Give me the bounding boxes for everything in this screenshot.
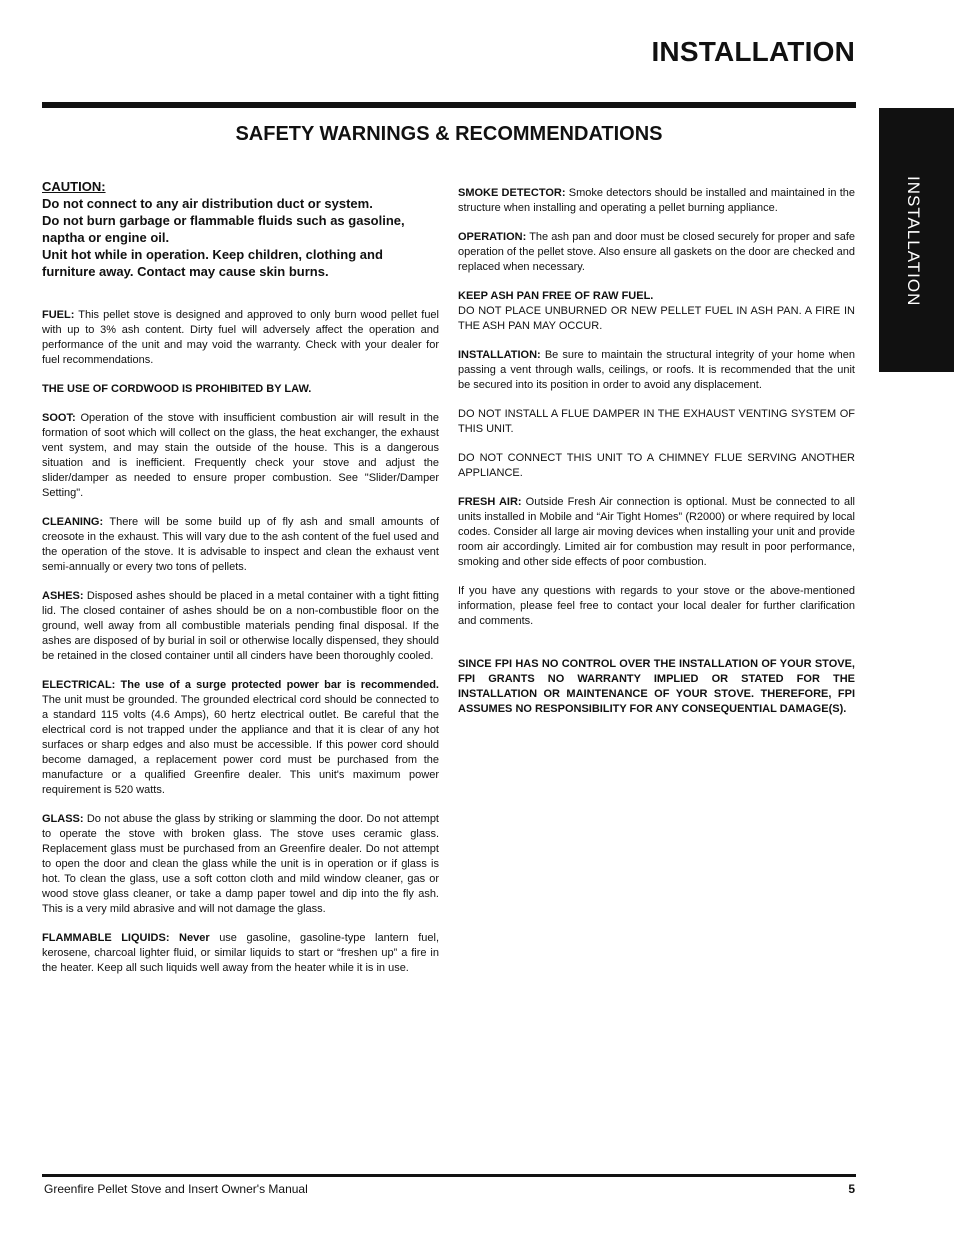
flammable-bold-text: Never (179, 932, 210, 944)
cleaning-label: CLEANING: (42, 516, 104, 528)
spacer (458, 643, 855, 657)
cordwood-warning: THE USE OF CORDWOOD IS PROHIBITED BY LAW. (42, 383, 312, 395)
fresh-air-text: Outside Fresh Air connection is optional. Must be connected to all units installed in Mobile and “Air Tight Homes” (R2000) or where required by local codes. Consider all large air moving devices when installing your unit and provide room air accordingly. Limited air for combustion may result in poor performance, smoking and other side effects of poor combustion. (458, 496, 855, 568)
operation-label: OPERATION: (458, 231, 527, 243)
fresh-air-label: FRESH AIR: (458, 496, 522, 508)
page-title: INSTALLATION (651, 36, 855, 67)
smoke-detector-text: Smoke detectors should be installed and maintained in the structure when installing and operating a pellet burning appliance. (458, 187, 855, 214)
fuel-label: FUEL: (42, 309, 75, 321)
ash-pan-label: KEEP ASH PAN FREE OF RAW FUEL. (458, 290, 654, 302)
electrical-label: ELECTRICAL: (42, 679, 116, 691)
glass-paragraph (42, 812, 439, 917)
questions-paragraph: If you have any questions with regards to your stove or the above-mentioned information, please feel free to contact your local dealer for further clarification and comments. (458, 585, 855, 627)
ash-pan-text: DO NOT PLACE UNBURNED OR NEW PELLET FUEL IN ASH PAN. A FIRE IN THE ASH PAN MAY OCCUR. (458, 305, 855, 332)
footer-page-number: 5 (848, 1182, 855, 1196)
ashes-paragraph (42, 589, 439, 664)
caution-block (42, 178, 439, 280)
cleaning-text: There will be some build up of fly ash and small amounts of creosote in the exhaust. This will vary due to the ash content of the fuel used and the operation of the stove. It is advisable to inspect and clean the exhaust vent semi-annually or every two tons of pellets. (42, 516, 439, 573)
cleaning-paragraph (42, 515, 439, 575)
installation-text: Be sure to maintain the structural integrity of your home when passing a vent through walls, ceilings, or roofs. It is recommended that the unit be secured into its position in order to avoid any displacement. (458, 349, 855, 391)
smoke-detector-paragraph (458, 186, 855, 216)
glass-text: Do not abuse the glass by striking or slamming the door. Do not attempt to operate the stove with broken glass. The stove uses ceramic glass. Replacement glass must be purchased from an Greenfire dealer. Do not attempt to open the door and clean the glass while the unit is in operation or if glass is hot. To clean the glass, use a soft cotton cloth and mild window cleaner, gas or wood stove glass cleaner, or take a damp paper towel and dip into the fly ash. This is a very mild abrasive and will not damage the glass. (42, 813, 439, 915)
flammable-paragraph (42, 931, 439, 976)
electrical-bold-text: The use of a surge protected power bar is recommended. (120, 679, 439, 691)
flue-damper-warning: DO NOT INSTALL A FLUE DAMPER IN THE EXHAUST VENTING SYSTEM OF THIS UNIT. (458, 408, 855, 435)
ashes-label: ASHES: (42, 590, 84, 602)
footer-rule (42, 1174, 856, 1177)
operation-paragraph (458, 230, 855, 275)
ash-pan-paragraph (458, 289, 855, 334)
caution-line: Unit hot while in operation. Keep children, clothing and furniture away. Contact may cause skin burns. (42, 247, 383, 279)
smoke-detector-label: SMOKE DETECTOR: (458, 187, 566, 199)
fuel-text: This pellet stove is designed and approved to only burn wood pellet fuel with up to 3% ash content. Dirty fuel will adversely affect the operation and performance of the unit and may void the warranty. Check with your dealer for fuel recommendations. (42, 309, 439, 366)
soot-text: Operation of the stove with insufficient combustion air will result in the formation of soot which will collect on the glass, the heat exchanger, the exhaust vent system, and may stain the outside of the house. This is a dangerous situation and is inefficient. Frequently check your stove and adjust the slider/damper as needed to ensure proper combustion. See "Slider/Damper Setting". (42, 412, 439, 499)
disclaimer-paragraph: SINCE FPI HAS NO CONTROL OVER THE INSTALLATION OF YOUR STOVE, FPI GRANTS NO WARRANTY IMPLIED OR STATED FOR THE INSTALLATION OR MAINTENANCE OF YOUR STOVE. THEREFORE, FPI ASSUMES NO RESPONSIBILITY FOR ANY CONSEQUENTIAL DAMAGE(S). (458, 658, 855, 715)
caution-title: CAUTION: (42, 179, 106, 194)
section-title: SAFETY WARNINGS & RECOMMENDATIONS (235, 123, 663, 145)
glass-label: GLASS: (42, 813, 84, 825)
caution-line: Do not burn garbage or flammable fluids such as gasoline, naptha or engine oil. (42, 213, 405, 245)
left-column (42, 178, 439, 990)
footer-manual-name: Greenfire Pellet Stove and Insert Owner's Manual (44, 1182, 308, 1196)
right-column (458, 186, 855, 731)
electrical-text: The unit must be grounded. The grounded electrical cord should be connected to a standard 115 volts (4.6 Amps), 60 hertz electrical outlet. Be careful that the electrical cord is not trapped under the appliance and that it is clear of any hot surfaces or sharp edges and also must be accessible. If this power cord should become damaged, a replacement power cord must be purchased from the manufacture or a qualified Greenfire dealer. This unit's maximum power requirement is 520 watts. (42, 694, 439, 796)
fresh-air-paragraph (458, 495, 855, 570)
soot-label: SOOT: (42, 412, 76, 424)
caution-line: Do not connect to any air distribution duct or system. (42, 196, 373, 211)
chimney-warning: DO NOT CONNECT THIS UNIT TO A CHIMNEY FLUE SERVING ANOTHER APPLIANCE. (458, 452, 855, 479)
ashes-text: Disposed ashes should be placed in a metal container with a tight fitting lid. The closed container of ashes should be on a non-combustible floor on the ground, well away from all combustible materials pending final disposal. If the ashes are disposed of by burial in soil or otherwise locally dispensed, they should be retained in the closed container until all cinders have been thoroughly cooled. (42, 590, 439, 662)
soot-paragraph (42, 411, 439, 501)
fuel-paragraph (42, 308, 439, 368)
electrical-paragraph (42, 678, 439, 798)
flammable-text: use gasoline, gasoline-type lantern fuel, kerosene, charcoal lighter fluid, or similar liquids to start or “freshen up” a fire in the heater. Keep all such liquids well away from the heater while it is in use. (42, 932, 440, 974)
side-tab-label: INSTALLATION (904, 176, 923, 307)
operation-text: The ash pan and door must be closed securely for proper and safe operation of the pellet stove. Also ensure all gaskets on the door are checked and replaced when necessary. (458, 231, 855, 273)
side-tab (879, 108, 954, 372)
header-rule (42, 102, 856, 108)
installation-paragraph (458, 348, 855, 393)
installation-label: INSTALLATION: (458, 349, 541, 361)
flammable-label: FLAMMABLE LIQUIDS: (42, 932, 170, 944)
